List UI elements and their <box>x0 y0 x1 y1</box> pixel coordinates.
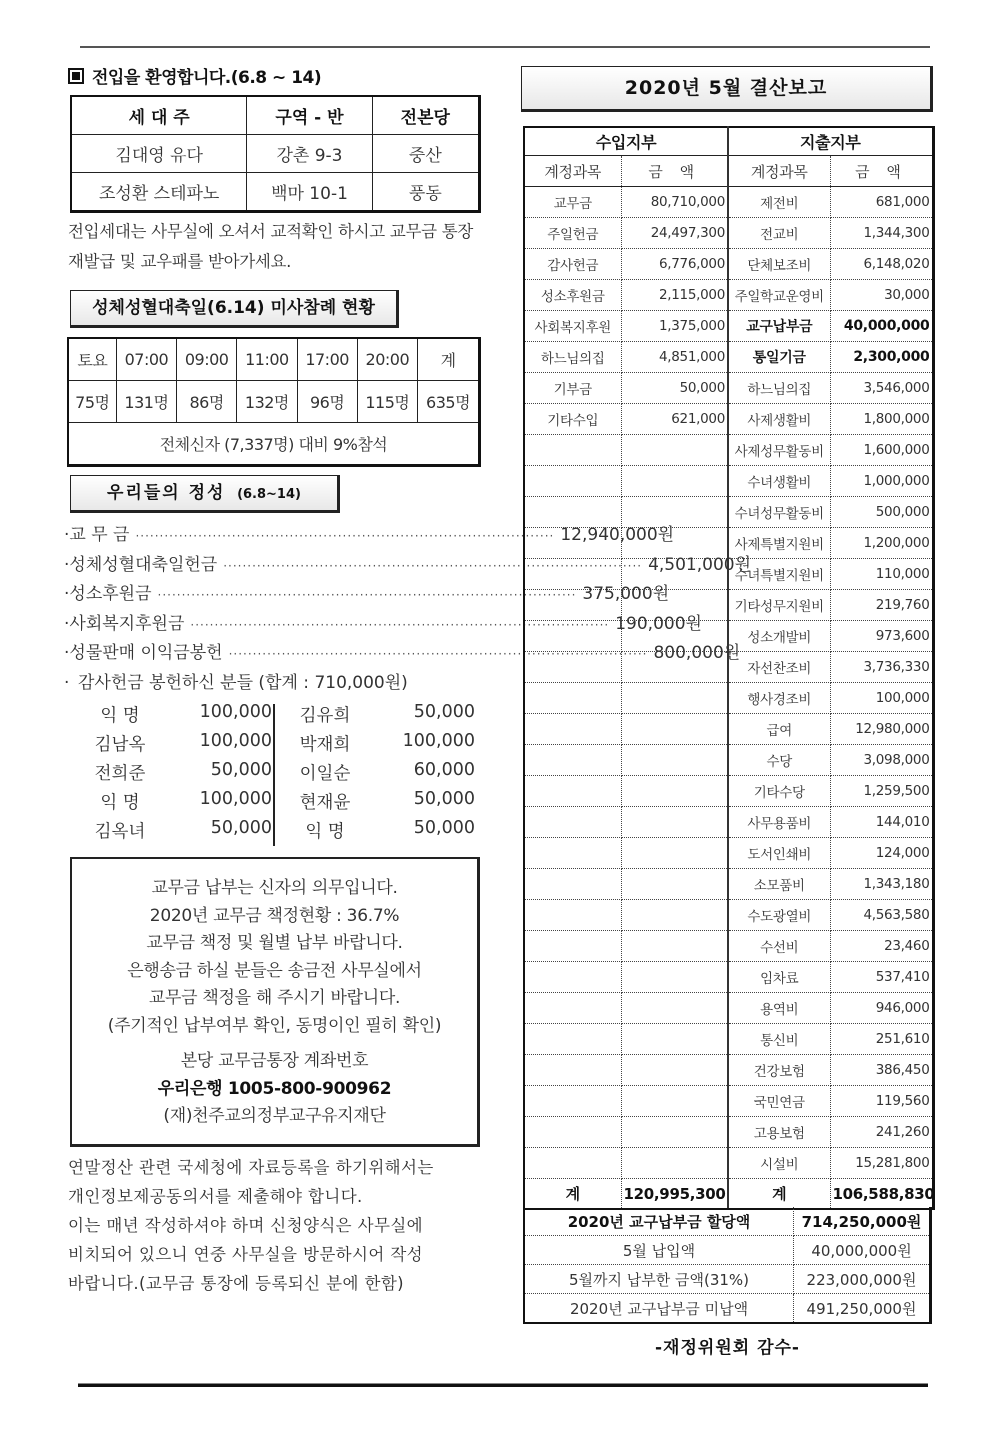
quota-value: 40,000,000원 <box>794 1236 931 1265</box>
quota-label: 2020년 교구납부금 할당액 <box>524 1207 794 1236</box>
mass-time: 09:00 <box>177 338 237 381</box>
expense-amount: 1,259,500 <box>830 776 933 807</box>
income-item: 교무금 <box>524 187 621 218</box>
expense-item: 수녀생활비 <box>728 466 830 497</box>
finance-row <box>524 559 933 590</box>
mass-count: 115명 <box>357 381 418 423</box>
finance-row <box>524 1117 933 1148</box>
expense-item: 국민연금 <box>728 1086 830 1117</box>
expense-amount: 40,000,000 <box>830 311 933 342</box>
welcome-title: 전입을 환영합니다.(6.8 ~ 14) <box>68 63 321 88</box>
income-item <box>524 1024 621 1055</box>
quota-value: 491,250,000원 <box>806 1299 917 1318</box>
income-amount <box>621 838 728 869</box>
expense-item: 사제생활비 <box>728 404 830 435</box>
quota-row <box>524 1236 931 1265</box>
income-item: 성소후원금 <box>524 280 621 311</box>
finance-row <box>524 466 933 497</box>
income-amount: 1,375,000 <box>621 311 728 342</box>
finance-title-box <box>521 66 933 112</box>
income-amount <box>621 993 728 1024</box>
income-amount <box>621 559 728 590</box>
expense-amount: 251,610 <box>830 1024 933 1055</box>
mass-time: 07:00 <box>116 338 177 381</box>
expense-amount: 15,281,800 <box>830 1148 933 1179</box>
donor-row <box>80 789 480 818</box>
expense-amount: 537,410 <box>830 962 933 993</box>
expense-amount: 241,260 <box>830 1117 933 1148</box>
expense-amount: 1,343,180 <box>830 869 933 900</box>
finance-row <box>524 1055 933 1086</box>
cell-prev-parish: 중산 <box>372 135 479 173</box>
finance-total-row <box>524 1179 933 1210</box>
expense-amount: 386,450 <box>830 1055 933 1086</box>
mass-count: 86명 <box>177 381 237 423</box>
income-item <box>524 559 621 590</box>
note-line: 재발급 및 교우패를 받아가세요. <box>68 252 292 271</box>
expense-item: 자선찬조비 <box>728 652 830 683</box>
tax-note-line: 이는 매년 작성하셔야 하며 신청양식은 사무실에 <box>68 1216 424 1235</box>
offerings-title: 우리들의 정성 <box>107 483 226 503</box>
income-item <box>524 435 621 466</box>
donor-row <box>80 731 480 760</box>
finance-column-header <box>524 156 933 187</box>
income-amount <box>621 900 728 931</box>
quota-label: 2020년 교구납부금 미납액 <box>524 1294 794 1324</box>
income-amount <box>621 745 728 776</box>
offering-item: · 성체성혈대축일헌금 ······················································································· 4,501,000원 <box>64 550 480 580</box>
income-item: 감사헌금 <box>524 249 621 280</box>
notice-line: 교무금 책정 및 월별 납부 바랍니다. <box>146 933 403 953</box>
mass-count: 132명 <box>237 381 298 423</box>
donor-amount: 50,000 <box>210 818 272 838</box>
finance-row <box>524 590 933 621</box>
mass-attendance-table <box>67 337 481 467</box>
income-amount <box>621 1055 728 1086</box>
cell-householder: 김대영 유다 <box>71 135 247 173</box>
donor-amount: 50,000 <box>413 702 475 722</box>
mass-count: 75명 <box>68 381 116 423</box>
mass-title-box <box>70 290 399 328</box>
finance-row <box>524 776 933 807</box>
offerings-list <box>64 520 752 697</box>
income-item <box>524 497 621 528</box>
table-header-row <box>71 96 480 135</box>
income-amount <box>621 1024 728 1055</box>
finance-row <box>524 280 933 311</box>
offering-amount: 800,000원 <box>653 643 741 663</box>
income-item: 기타수입 <box>524 404 621 435</box>
expense-item: 급여 <box>728 714 830 745</box>
expense-item: 임차료 <box>728 962 830 993</box>
finance-row <box>524 1148 933 1179</box>
income-amount: 621,000 <box>621 404 728 435</box>
quota-row <box>524 1294 931 1324</box>
expense-item: 사제특별지원비 <box>728 528 830 559</box>
offering-label: 교 무 금 <box>69 525 130 545</box>
donor-name: 김남옥 <box>94 735 146 755</box>
income-amount <box>621 528 728 559</box>
expense-amount: 124,000 <box>830 838 933 869</box>
finance-row <box>524 993 933 1024</box>
header-householder: 세 대 주 <box>71 96 247 135</box>
offering-item: · 성물판매 이익금봉헌 ······················································································· 800,000원 <box>64 638 480 668</box>
income-amount <box>621 776 728 807</box>
expense-amount: 946,000 <box>830 993 933 1024</box>
col-expense-item: 계정과목 <box>728 156 830 187</box>
finance-row <box>524 714 933 745</box>
expense-item: 소모품비 <box>728 869 830 900</box>
expense-item: 제전비 <box>728 187 830 218</box>
thanks-line: · 감사헌금 봉헌하신 분들 (합계 : 710,000원) <box>64 668 480 698</box>
mass-time: 17:00 <box>297 338 357 381</box>
account-number: 우리은행 1005-800-900962 <box>157 1078 392 1099</box>
finance-row <box>524 528 933 559</box>
finance-row <box>524 373 933 404</box>
tax-note-line: 바랍니다.(교무금 통장에 등록되신 분에 한함) <box>68 1274 405 1293</box>
income-amount: 24,497,300 <box>621 218 728 249</box>
income-item <box>524 993 621 1024</box>
finance-row <box>524 838 933 869</box>
offering-item: · 사회복지후원금 ······················································································· 190,000원 <box>64 609 480 639</box>
offering-item: · 성소후원금 ······················································································· 375,000원 <box>64 579 480 609</box>
income-item <box>524 900 621 931</box>
quota-value: 223,000,000원 <box>794 1265 931 1294</box>
mass-times-row <box>68 338 480 381</box>
finance-row <box>524 497 933 528</box>
expense-amount: 1,600,000 <box>830 435 933 466</box>
income-item <box>524 528 621 559</box>
expense-item: 통신비 <box>728 1024 830 1055</box>
income-item <box>524 1055 621 1086</box>
donor-name: 이일순 <box>299 764 351 784</box>
income-item: 기부금 <box>524 373 621 404</box>
finance-row <box>524 869 933 900</box>
expense-total: 106,588,830 <box>830 1179 933 1210</box>
income-item <box>524 931 621 962</box>
income-item: 하느님의집 <box>524 342 621 373</box>
income-amount: 6,776,000 <box>621 249 728 280</box>
income-item <box>524 621 621 652</box>
donor-amount: 100,000 <box>199 702 272 722</box>
bottom-rule <box>78 1383 928 1387</box>
income-total-label: 계 <box>524 1179 621 1210</box>
expense-amount: 23,460 <box>830 931 933 962</box>
donor-amount: 50,000 <box>210 760 272 780</box>
income-amount <box>621 683 728 714</box>
income-amount: 4,851,000 <box>621 342 728 373</box>
mass-count: 131명 <box>116 381 177 423</box>
finance-row <box>524 218 933 249</box>
notice-line: 은행송금 하실 분들은 송금전 사무실에서 <box>127 960 422 981</box>
income-item <box>524 590 621 621</box>
expense-item: 주일학교운영비 <box>728 280 830 311</box>
income-amount <box>621 1117 728 1148</box>
finance-row <box>524 249 933 280</box>
offerings-title-box <box>70 475 340 513</box>
expense-item: 하느님의집 <box>728 373 830 404</box>
income-amount <box>621 435 728 466</box>
expense-item: 단체보조비 <box>728 249 830 280</box>
quota-row <box>524 1265 931 1294</box>
donor-amount: 60,000 <box>413 760 475 780</box>
welcome-table <box>70 95 481 213</box>
col-income-amount: 금 액 <box>621 156 728 187</box>
mass-total-label: 계 <box>418 338 480 381</box>
donor-name: 전희준 <box>94 764 146 784</box>
expense-item: 기타성무지원비 <box>728 590 830 621</box>
header-prev-parish: 전본당 <box>372 96 479 135</box>
income-amount <box>621 652 728 683</box>
offering-item: · 교 무 금 ······················································································· 12,940,000원 <box>64 520 480 550</box>
cell-district: 백마 10-1 <box>247 173 372 212</box>
tax-note-line: 연말정산 관련 국세청에 자료등록을 하기위해서는 <box>68 1158 434 1177</box>
expense-item: 성소개발비 <box>728 621 830 652</box>
mass-time: 11:00 <box>237 338 298 381</box>
finance-row <box>524 962 933 993</box>
expense-amount: 1,800,000 <box>830 404 933 435</box>
expense-total-label: 계 <box>728 1179 830 1210</box>
finance-row <box>524 342 933 373</box>
quota-value: 714,250,000원 <box>794 1207 931 1236</box>
expense-amount: 110,000 <box>830 559 933 590</box>
notice-line: 2020년 교무금 책정현황 : 36.7% <box>149 905 400 926</box>
income-amount: 80,710,000 <box>621 187 728 218</box>
finance-row <box>524 931 933 962</box>
expense-amount: 4,563,580 <box>830 900 933 931</box>
finance-table <box>523 126 935 1210</box>
offering-label: 사회복지후원금 <box>69 613 185 634</box>
expense-amount: 1,200,000 <box>830 528 933 559</box>
account-label: 본당 교무금통장 계좌번호 <box>180 1051 369 1071</box>
thanks-label: 감사헌금 봉헌하신 분들 (합계 : 710,000원) <box>78 672 408 693</box>
income-item <box>524 1117 621 1148</box>
tax-note-line: 비치되어 있으니 연중 사무실을 방문하시어 작성 <box>68 1245 424 1264</box>
diocese-quota-table <box>523 1207 932 1324</box>
cell-householder: 조성환 스테파노 <box>71 173 247 212</box>
income-amount <box>621 466 728 497</box>
finance-row <box>524 404 933 435</box>
finance-row <box>524 900 933 931</box>
finance-row <box>524 652 933 683</box>
income-item <box>524 714 621 745</box>
expense-amount: 3,546,000 <box>830 373 933 404</box>
donor-row <box>80 760 480 789</box>
income-amount <box>621 931 728 962</box>
finance-row <box>524 435 933 466</box>
expense-amount: 3,736,330 <box>830 652 933 683</box>
donor-name: 익 명 <box>100 706 140 726</box>
expense-amount: 100,000 <box>830 683 933 714</box>
expense-item: 수녀성무활동비 <box>728 497 830 528</box>
income-item <box>524 1086 621 1117</box>
offering-label: 성물판매 이익금봉헌 <box>69 643 223 663</box>
donor-amount: 50,000 <box>413 818 475 838</box>
income-amount <box>621 621 728 652</box>
income-item: 주일헌금 <box>524 218 621 249</box>
income-item <box>524 466 621 497</box>
offering-amount: 375,000원 <box>582 584 670 604</box>
income-amount: 50,000 <box>621 373 728 404</box>
square-bullet-icon <box>68 68 84 84</box>
income-total: 120,995,300 <box>621 1179 728 1210</box>
income-amount <box>621 714 728 745</box>
cell-prev-parish: 풍동 <box>372 173 479 212</box>
income-amount <box>621 962 728 993</box>
offerings-date: (6.8~14) <box>237 487 301 502</box>
donor-name: 박재희 <box>299 735 351 755</box>
income-item <box>524 807 621 838</box>
income-header: 수입지부 <box>524 127 728 156</box>
donor-amount: 50,000 <box>413 789 475 809</box>
account-holder: (재)천주교의정부교구유지재단 <box>163 1106 386 1126</box>
finance-row <box>524 807 933 838</box>
finance-row <box>524 311 933 342</box>
cell-district: 강촌 9-3 <box>247 135 372 173</box>
income-item: 사회복지후원 <box>524 311 621 342</box>
expense-item: 전교비 <box>728 218 830 249</box>
expense-item: 건강보험 <box>728 1055 830 1086</box>
expense-amount: 144,010 <box>830 807 933 838</box>
expense-amount: 2,300,000 <box>830 342 933 373</box>
income-item <box>524 1148 621 1179</box>
expense-amount: 219,760 <box>830 590 933 621</box>
donor-row <box>80 818 480 847</box>
mass-time: 토요 <box>68 338 116 381</box>
table-row <box>71 135 480 173</box>
donor-name: 김옥녀 <box>94 822 146 842</box>
expense-item: 기타수당 <box>728 776 830 807</box>
expense-amount: 12,980,000 <box>830 714 933 745</box>
quota-label: 5월 납입액 <box>524 1236 794 1265</box>
welcome-note <box>68 217 473 277</box>
donor-name: 익 명 <box>100 793 140 813</box>
offering-amount: 190,000원 <box>615 613 702 634</box>
income-amount <box>621 497 728 528</box>
expense-header: 지출지부 <box>728 127 933 156</box>
expense-amount: 3,098,000 <box>830 745 933 776</box>
expense-item: 사제성무활동비 <box>728 435 830 466</box>
donor-name: 익 명 <box>305 822 345 842</box>
expense-item: 교구납부금 <box>728 311 830 342</box>
donor-amount: 100,000 <box>402 731 475 751</box>
finance-signature: -재정위원회 감수- <box>655 1338 800 1358</box>
donor-amount: 100,000 <box>199 789 272 809</box>
top-rule <box>80 46 930 48</box>
mass-count: 96명 <box>297 381 357 423</box>
donor-name: 김유희 <box>299 706 351 726</box>
expense-item: 수녀특별지원비 <box>728 559 830 590</box>
finance-row <box>524 683 933 714</box>
finance-section-header <box>524 127 933 156</box>
mass-time: 20:00 <box>357 338 418 381</box>
expense-amount: 6,148,020 <box>830 249 933 280</box>
table-row <box>71 173 480 212</box>
donor-row <box>80 702 480 731</box>
income-item <box>524 838 621 869</box>
expense-amount: 119,560 <box>830 1086 933 1117</box>
mass-title: 성체성혈대축일(6.14) 미사참례 현황 <box>92 298 375 318</box>
expense-item: 시설비 <box>728 1148 830 1179</box>
expense-amount: 1,000,000 <box>830 466 933 497</box>
notice-line: 교무금 납부는 신자의 의무입니다. <box>151 878 398 898</box>
income-item <box>524 869 621 900</box>
expense-item: 고용보험 <box>728 1117 830 1148</box>
quota-row <box>524 1207 931 1236</box>
donor-name: 현재윤 <box>299 793 351 813</box>
offering-amount: 4,501,000원 <box>648 554 752 575</box>
finance-row <box>524 187 933 218</box>
income-amount <box>621 1086 728 1117</box>
expense-item: 행사경조비 <box>728 683 830 714</box>
mass-count-total: 635명 <box>418 381 480 423</box>
mass-summary-row <box>68 423 480 466</box>
expense-item: 사무용품비 <box>728 807 830 838</box>
income-amount <box>621 869 728 900</box>
tithe-notice-box <box>70 857 480 1147</box>
expense-item: 수도광열비 <box>728 900 830 931</box>
donor-list <box>80 700 480 845</box>
mass-counts-row <box>68 381 480 423</box>
income-amount <box>621 1148 728 1179</box>
finance-row <box>524 621 933 652</box>
note-line: 전입세대는 사무실에 오셔서 교적확인 하시고 교무금 통장 <box>68 222 474 241</box>
col-expense-amount: 금 액 <box>830 156 933 187</box>
income-amount <box>621 807 728 838</box>
col-income-item: 계정과목 <box>524 156 621 187</box>
finance-title: 2020년 5월 결산보고 <box>624 77 828 99</box>
header-district: 구역 - 반 <box>247 96 372 135</box>
income-amount <box>621 590 728 621</box>
mass-summary: 전체신자 (7,337명) 대비 9%참석 <box>68 423 480 466</box>
offering-label: 성체성혈대축일헌금 <box>69 554 218 575</box>
income-amount: 2,115,000 <box>621 280 728 311</box>
expense-item: 도서인쇄비 <box>728 838 830 869</box>
finance-row <box>524 1024 933 1055</box>
offering-amount: 12,940,000원 <box>560 525 675 545</box>
expense-amount: 1,344,300 <box>830 218 933 249</box>
finance-row <box>524 1086 933 1117</box>
income-item <box>524 652 621 683</box>
income-item <box>524 745 621 776</box>
quota-label: 5월까지 납부한 금액(31%) <box>524 1265 794 1294</box>
expense-item: 수선비 <box>728 931 830 962</box>
offering-label: 성소후원금 <box>69 584 152 604</box>
tax-note-line: 개인정보제공동의서를 제출해야 합니다. <box>68 1187 363 1206</box>
finance-row <box>524 745 933 776</box>
expense-amount: 30,000 <box>830 280 933 311</box>
income-item <box>524 962 621 993</box>
expense-item: 수당 <box>728 745 830 776</box>
tax-note <box>68 1153 434 1298</box>
notice-line: 교무금 책정을 해 주시기 바랍니다. <box>148 988 401 1008</box>
expense-item: 통일기금 <box>728 342 830 373</box>
notice-line: (주기적인 납부여부 확인, 동명이인 필히 확인) <box>107 1015 442 1036</box>
expense-item: 용역비 <box>728 993 830 1024</box>
expense-amount: 500,000 <box>830 497 933 528</box>
donor-amount: 100,000 <box>199 731 272 751</box>
expense-amount: 973,600 <box>830 621 933 652</box>
expense-amount: 681,000 <box>830 187 933 218</box>
income-item <box>524 776 621 807</box>
income-item <box>524 683 621 714</box>
